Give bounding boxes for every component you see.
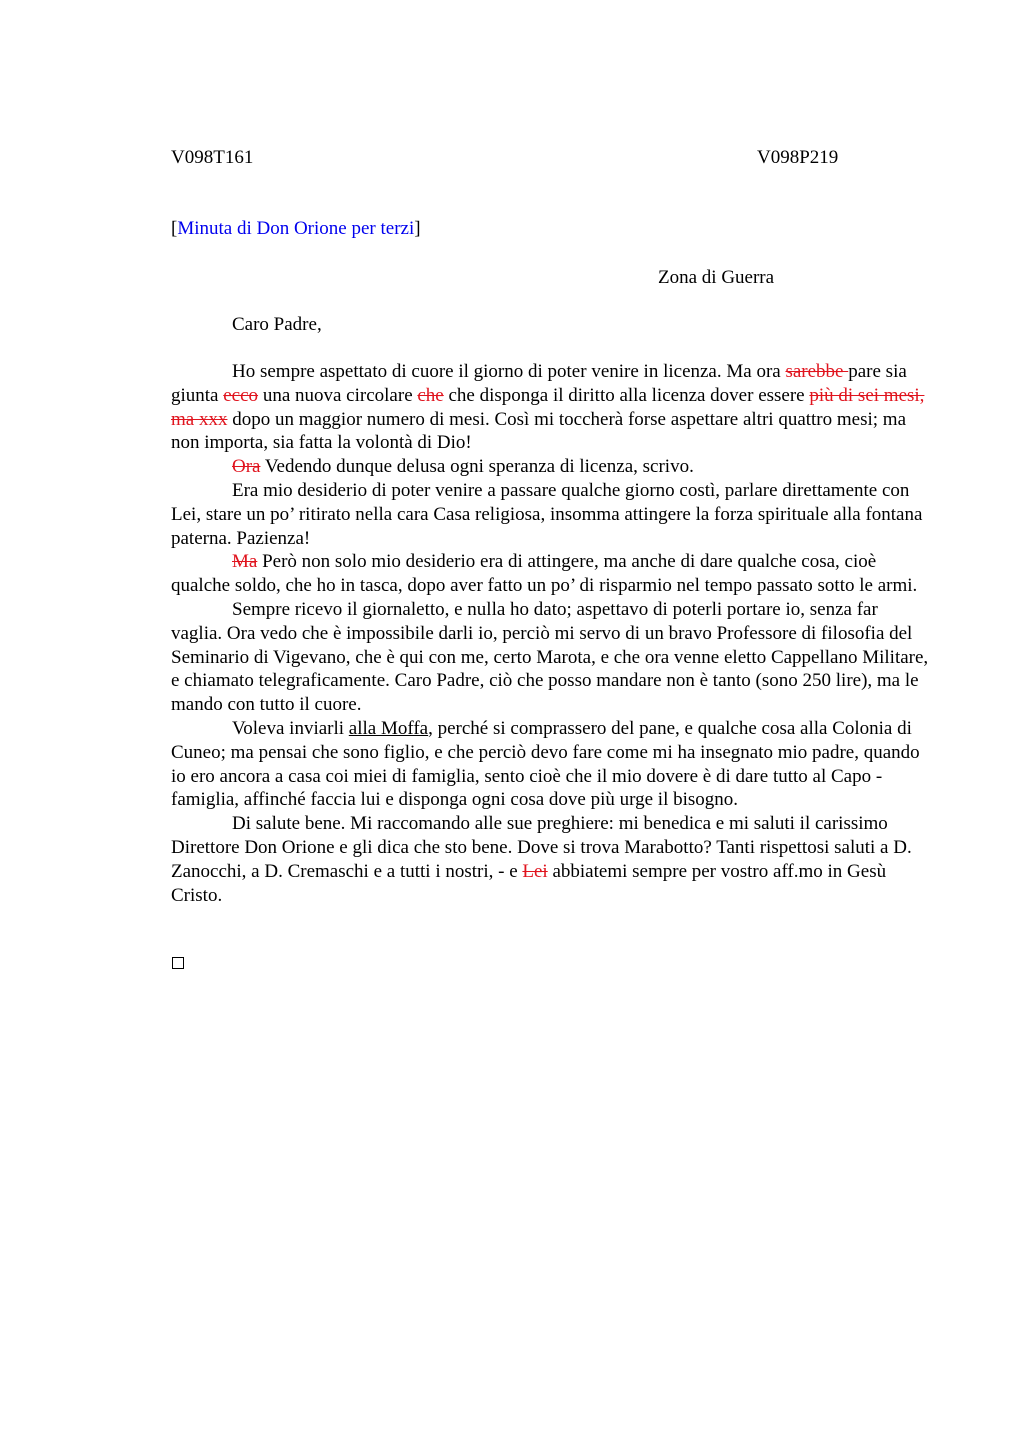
paragraph-text: abbiatemi sempre per vostro aff.mo in Gesù Cristo. <box>171 860 887 906</box>
paragraph-text: che disponga il diritto alla licenza dover essere <box>443 384 810 406</box>
paragraph-text: Di salute bene. Mi raccomando alle sue preghiere: mi benedica e mi saluti il carissimo Direttore Don Orione e gli dica che sto bene. Dove si trova Marabotto? Tanti rispettosi saluti a D. Zanocchi, a D. Cremaschi e a tutti i nostri, - e <box>171 813 912 882</box>
heading-title: Minuta di Don Orione per terzi <box>177 218 415 239</box>
paragraph-4 <box>171 550 931 598</box>
paragraph-text: Vedendo dunque delusa ogni speranza di licenza, scrivo. <box>260 456 694 478</box>
deleted-text: Lei <box>522 860 548 882</box>
deleted-text: Ora <box>232 456 261 478</box>
deleted-text: più di sei mesi, ma xxx <box>171 384 925 430</box>
paragraph-text: dopo un maggior numero di mesi. Così mi toccherà forse aspettare altri quattro mesi; ma non importa, sia fatta la volontà di Dio! <box>171 408 907 454</box>
letter-salutation: Caro Padre, <box>232 314 322 335</box>
letter-body <box>171 360 931 907</box>
heading-close-bracket: ] <box>414 218 421 239</box>
paragraph-2 <box>171 455 931 479</box>
paragraph-1 <box>171 360 931 455</box>
deleted-text: sarebbe <box>785 361 849 382</box>
paragraph-text: Era mio desiderio di poter venire a passare qualche giorno costì, parlare direttamente con Lei, stare un po’ ritirato nella cara Casa religiosa, insomma attingere la forza spirituale alla fontana paterna. Pazienza! <box>171 479 923 549</box>
document-code-left: V098T161 <box>171 147 254 168</box>
deleted-text: Ma <box>232 551 258 573</box>
deleted-text: che <box>417 384 444 406</box>
square-outline-icon <box>172 957 184 969</box>
paragraph-5 <box>171 598 931 717</box>
paragraph-text: Però non solo mio desiderio era di attingere, ma anche di dare qualche cosa, cioè qualche soldo, che ho in tasca, dopo aver fatto un po’ di risparmio nel tempo passato sotto le armi. <box>171 551 918 597</box>
paragraph-3 <box>171 479 931 550</box>
underlined-text: alla Moffa <box>348 717 429 739</box>
paragraph-text: , perché si comprassero del pane, e qualche cosa alla Colonia di Cuneo; ma pensai che sono figlio, e che perciò devo fare come mi ha insegnato mio padre, quando io ero ancora a casa coi miei di famiglia, sento cioè che il mio dovere è di dare tutto al Capo - famiglia, affinché faccia lui e disponga ogni cosa dove più urge il bisogno. <box>171 717 920 811</box>
paragraph-text: Ho sempre aspettato di cuore il giorno di poter venire in licenza. Ma ora <box>232 361 786 382</box>
paragraph-text: pare sia giunta <box>171 361 907 406</box>
paragraph-text: una nuova circolare <box>258 384 418 406</box>
document-heading <box>171 217 421 241</box>
letter-place: Zona di Guerra <box>658 267 775 288</box>
paragraph-6 <box>171 717 931 812</box>
document-code-right: V098P219 <box>757 147 839 168</box>
paragraph-text: Voleva inviarli <box>232 717 349 739</box>
paragraph-7 <box>171 812 931 907</box>
deleted-text: ecco <box>223 384 259 406</box>
heading-open-bracket: [ <box>171 218 178 239</box>
paragraph-text: Sempre ricevo il giornaletto, e nulla ho dato; aspettavo di poterli portare io, senza far vaglia. Ora vedo che è impossibile darli io, perciò mi servo di un bravo Professore di filosofia del Seminario di Vigevano, che è qui con me, certo Marota, e che ora venne eletto Cappellano Militare, e chiamato telegraficamente. Caro Padre, ciò che posso mandare non è tanto (sono 250 lire), ma le mando con tutto il cuore. <box>171 598 929 716</box>
